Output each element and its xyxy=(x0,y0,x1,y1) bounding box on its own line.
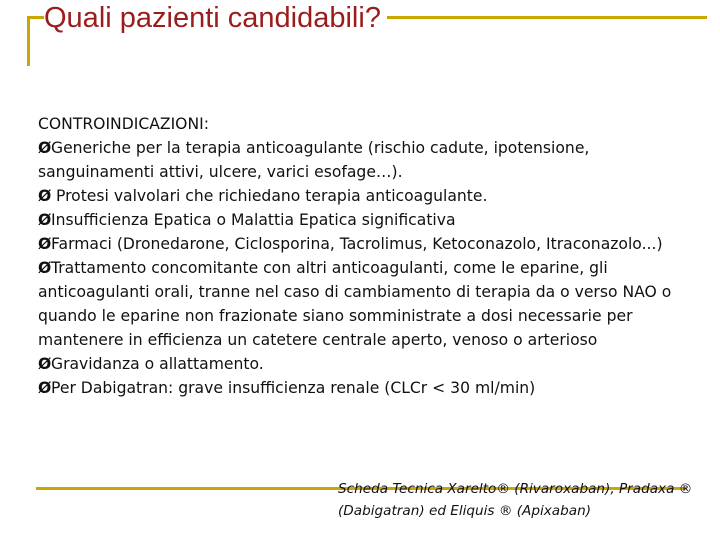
list-item xyxy=(38,184,688,208)
list-item xyxy=(38,232,688,256)
arrow-bullet-icon: Ø xyxy=(38,211,52,229)
list-item xyxy=(38,136,688,184)
list-item-text: Farmaci (Dronedarone, Ciclosporina, Tacrolimus, Ketoconazolo, Itraconazolo...) xyxy=(51,235,663,253)
arrow-bullet-icon: Ø xyxy=(38,235,52,253)
list-item xyxy=(38,376,688,400)
list-item-text: Trattamento concomitante con altri anticoagulanti, come le eparine, gli anticoagulanti orali, tranne nel caso di cambiamento di terapia da o verso NAO o quando le eparine non frazionate siano somministrate a dosi necessarie per mantenere in efficienza un catetere centrale aperto, venoso o arterioso xyxy=(38,259,672,349)
source-line-1: Scheda Tecnica Xarelto® (Rivaroxaban), Pradaxa ® xyxy=(338,481,693,497)
slide-title: Quali pazienti candidabili? xyxy=(44,0,387,36)
section-heading: CONTROINDICAZIONI: xyxy=(38,115,209,133)
arrow-bullet-icon: Ø xyxy=(38,259,52,277)
frame-left-line xyxy=(27,16,30,66)
arrow-bullet-icon: Ø xyxy=(38,139,52,157)
list-item-text: Generiche per la terapia anticoagulante (rischio cadute, ipotensione, sanguinamenti attivi, ulcere, varici esofage…). xyxy=(38,139,590,181)
arrow-bullet-icon: Ø xyxy=(38,355,52,373)
arrow-bullet-icon: Ø xyxy=(38,379,52,397)
source-line-2: (Dabigatran) ed Eliquis ® (Apixaban) xyxy=(338,503,592,519)
list-item xyxy=(38,208,688,232)
list-item-text: Gravidanza o allattamento. xyxy=(51,355,264,373)
list-item-text: Per Dabigatran: grave insufficienza renale (CLCr < 30 ml/min) xyxy=(51,379,536,397)
arrow-bullet-icon: Ø xyxy=(38,187,52,205)
contraindications-list xyxy=(38,112,688,400)
list-item-text: Insufficienza Epatica o Malattia Epatica significativa xyxy=(51,211,456,229)
source-citation xyxy=(338,478,708,522)
list-item xyxy=(38,352,688,376)
list-item xyxy=(38,256,688,352)
list-item-text: Protesi valvolari che richiedano terapia anticoagulante. xyxy=(51,187,488,205)
